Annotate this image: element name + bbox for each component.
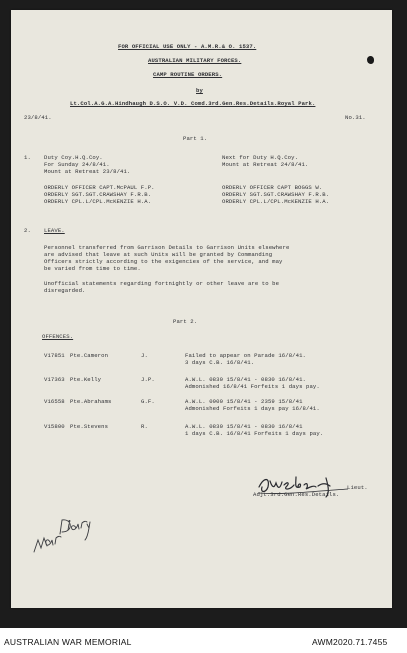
offence-detail-line1: Failed to appear on Parade 16/8/41. xyxy=(185,352,306,359)
offence-detail-line2: Admonished Forfeits 1 days pay 16/8/41. xyxy=(185,405,320,412)
offence-name: Pte.Kelly xyxy=(70,376,102,383)
leave-para1-line1: Personnel transferred from Garrison Details to Garrison Units elsewhere xyxy=(44,244,290,251)
offences-heading: OFFENCES. xyxy=(42,333,74,340)
offence-initials: G.F. xyxy=(141,398,155,405)
next-duty-line-2: Mount at Retreat 24/8/41. xyxy=(222,161,309,168)
offence-initials: J.P. xyxy=(141,376,155,383)
part1-heading: Part 1. xyxy=(183,135,208,142)
item-number-1: 1. xyxy=(24,154,31,161)
orderly-cpl-left: ORDERLY CPL.L/CPL.McKENZIE H.A. xyxy=(44,198,152,205)
offence-detail-line1: A.W.L. 0830 15/8/41 - 0830 16/8/41. xyxy=(185,376,306,383)
offence-initials: J. xyxy=(141,352,148,359)
signature-title: Adjt.3rd.Gen.Res.Details. xyxy=(253,491,340,498)
offence-detail-line1: A.W.L. 0900 15/8/41 - 2359 15/8/41 xyxy=(185,398,303,405)
offence-name: Pte.Cameron xyxy=(70,352,109,359)
offence-name: Pte.Abrahams xyxy=(70,398,112,405)
footer-bar xyxy=(0,628,407,653)
next-duty-line-1: Next for Duty H.Q.Coy. xyxy=(222,154,299,161)
duty-line-1: Duty Coy.H.Q.Coy. xyxy=(44,154,103,161)
footer-accession-number: AWM2020.71.7455 xyxy=(312,637,388,647)
leave-para1-line2: are advised that leave at such Units will be granted by Commanding xyxy=(44,251,273,258)
offence-service-number: V16558 xyxy=(44,398,65,405)
offence-service-number: V17851 xyxy=(44,352,65,359)
leave-para1-line4: be varied from time to time. xyxy=(44,265,141,272)
leave-para1-line3: Officers strictly according to the exigencies of the service, and may xyxy=(44,258,283,265)
document-title: CAMP ROUTINE ORDERS. xyxy=(153,71,223,78)
leave-para2-line1: Unofficial statements regarding fortnightly or other leave are to be xyxy=(44,280,280,287)
document-date: 23/8/41. xyxy=(24,114,52,121)
duty-line-2: For Sunday 24/8/41. xyxy=(44,161,110,168)
item-number-2: 2. xyxy=(24,227,31,234)
orderly-cpl-right: ORDERLY CPL.L/CPL.McKENZIE H.A. xyxy=(222,198,330,205)
orderly-sgt-right: ORDERLY SGT.SGT.CRAWSHAY F.R.B. xyxy=(222,191,330,198)
leave-para2-line2: disregarded. xyxy=(44,287,86,294)
document-number: No.31. xyxy=(345,114,366,121)
offence-service-number: V15800 xyxy=(44,423,65,430)
by-line: by xyxy=(196,87,203,94)
punch-hole xyxy=(367,56,374,64)
classification-header: FOR OFFICIAL USE ONLY - A.M.R.& O. 1537. xyxy=(118,43,257,50)
signature-rank: Lieut. xyxy=(347,484,368,491)
force-header: AUSTRALIAN MILITARY FORCES. xyxy=(148,57,242,64)
offence-detail-line2: 3 days C.B. 16/8/41. xyxy=(185,359,255,366)
orderly-officer-right: ORDERLY OFFICER CAPT BOGGS W. xyxy=(222,184,323,191)
offence-detail-line1: A.W.L. 0830 15/8/41 - 0830 16/8/41 xyxy=(185,423,303,430)
duty-line-3: Mount at Retreat 23/8/41. xyxy=(44,168,131,175)
offence-initials: R. xyxy=(141,423,148,430)
leave-heading: LEAVE. xyxy=(44,227,65,234)
offence-service-number: V17363 xyxy=(44,376,65,383)
orderly-sgt-left: ORDERLY SGT.SGT.CRAWSHAY F.R.B. xyxy=(44,191,152,198)
offence-detail-line2: Admonished 16/8/41 Forfeits 1 days pay. xyxy=(185,383,320,390)
handwritten-margin-note xyxy=(32,508,94,554)
footer-institution: AUSTRALIAN WAR MEMORIAL xyxy=(4,637,132,647)
officer-line: Lt.Col.A.G.A.Hindhaugh D.S.O. V.D. Comd.3rd.Gen.Res.Details.Royal Park. xyxy=(70,100,316,107)
part2-heading: Part 2. xyxy=(173,318,198,325)
offence-detail-line2: 1 days C.B. 16/8/41 Forfeits 1 days pay. xyxy=(185,430,324,437)
orderly-officer-left: ORDERLY OFFICER CAPT.McPAUL F.P. xyxy=(44,184,155,191)
offence-name: Pte.Stevens xyxy=(70,423,109,430)
